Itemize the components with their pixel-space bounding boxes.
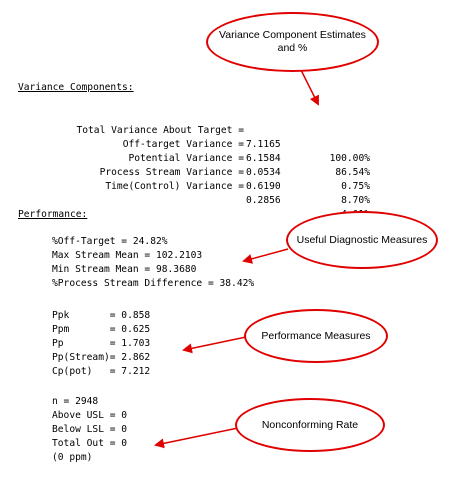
diagnostic-arrow: [244, 249, 288, 261]
measure-line: Cp(pot) = 7.212: [52, 366, 151, 377]
variance-row-value: 0.6190: [246, 181, 281, 192]
nonconforming-line: (0 ppm): [52, 452, 93, 463]
variance-row-pct: 0.75%: [341, 181, 370, 192]
variance-arrow: [301, 70, 318, 104]
diagnostic-callout: Useful Diagnostic Measures: [286, 211, 438, 269]
nonconforming-callout: Nonconforming Rate: [235, 398, 385, 452]
measure-line: Pp(Stream)= 2.862: [52, 352, 151, 363]
measure-line: Pp = 1.703: [52, 338, 151, 349]
nonconforming-line: Below LSL = 0: [52, 424, 128, 435]
diagnostic-line: Min Stream Mean = 98.3680: [52, 264, 197, 275]
variance-row-pct: 86.54%: [335, 167, 370, 178]
diagnostic-line: %Process Stream Difference = 38.42%: [52, 278, 255, 289]
variance-heading: Variance Components:: [18, 82, 134, 93]
nonconforming-line: Above USL = 0: [52, 410, 128, 421]
nonconforming-line: Total Out = 0: [52, 438, 128, 449]
diagnostic-line: Max Stream Mean = 102.2103: [52, 250, 203, 261]
performance-callout: Performance Measures: [244, 309, 388, 363]
variance-callout: Variance Component Estimates and %: [206, 12, 379, 72]
performance-heading: Performance:: [18, 209, 88, 220]
diagnostic-line: %Off-Target = 24.82%: [52, 236, 168, 247]
variance-row-label: Process Stream Variance =: [99, 167, 244, 178]
variance-row-pct: 8.70%: [341, 195, 370, 206]
variance-row-label: Potential Variance =: [128, 153, 244, 164]
variance-row-value: 6.1584: [246, 153, 281, 164]
measure-line: Ppm = 0.625: [52, 324, 151, 335]
variance-row-label: Time(Control) Variance =: [105, 181, 244, 192]
nonconforming-arrow: [156, 428, 238, 445]
nonconforming-line: n = 2948: [52, 396, 99, 407]
variance-row-label: Total Variance About Target =: [76, 125, 244, 136]
variance-row-label: Off-target Variance =: [122, 139, 244, 150]
variance-row-value: 0.2856: [246, 195, 281, 206]
variance-row-pct: 100.00%: [329, 153, 370, 164]
performance-arrow: [184, 337, 246, 350]
variance-row-value: 0.0534: [246, 167, 281, 178]
measure-line: Ppk = 0.858: [52, 310, 151, 321]
variance-row-value: 7.1165: [246, 139, 281, 150]
